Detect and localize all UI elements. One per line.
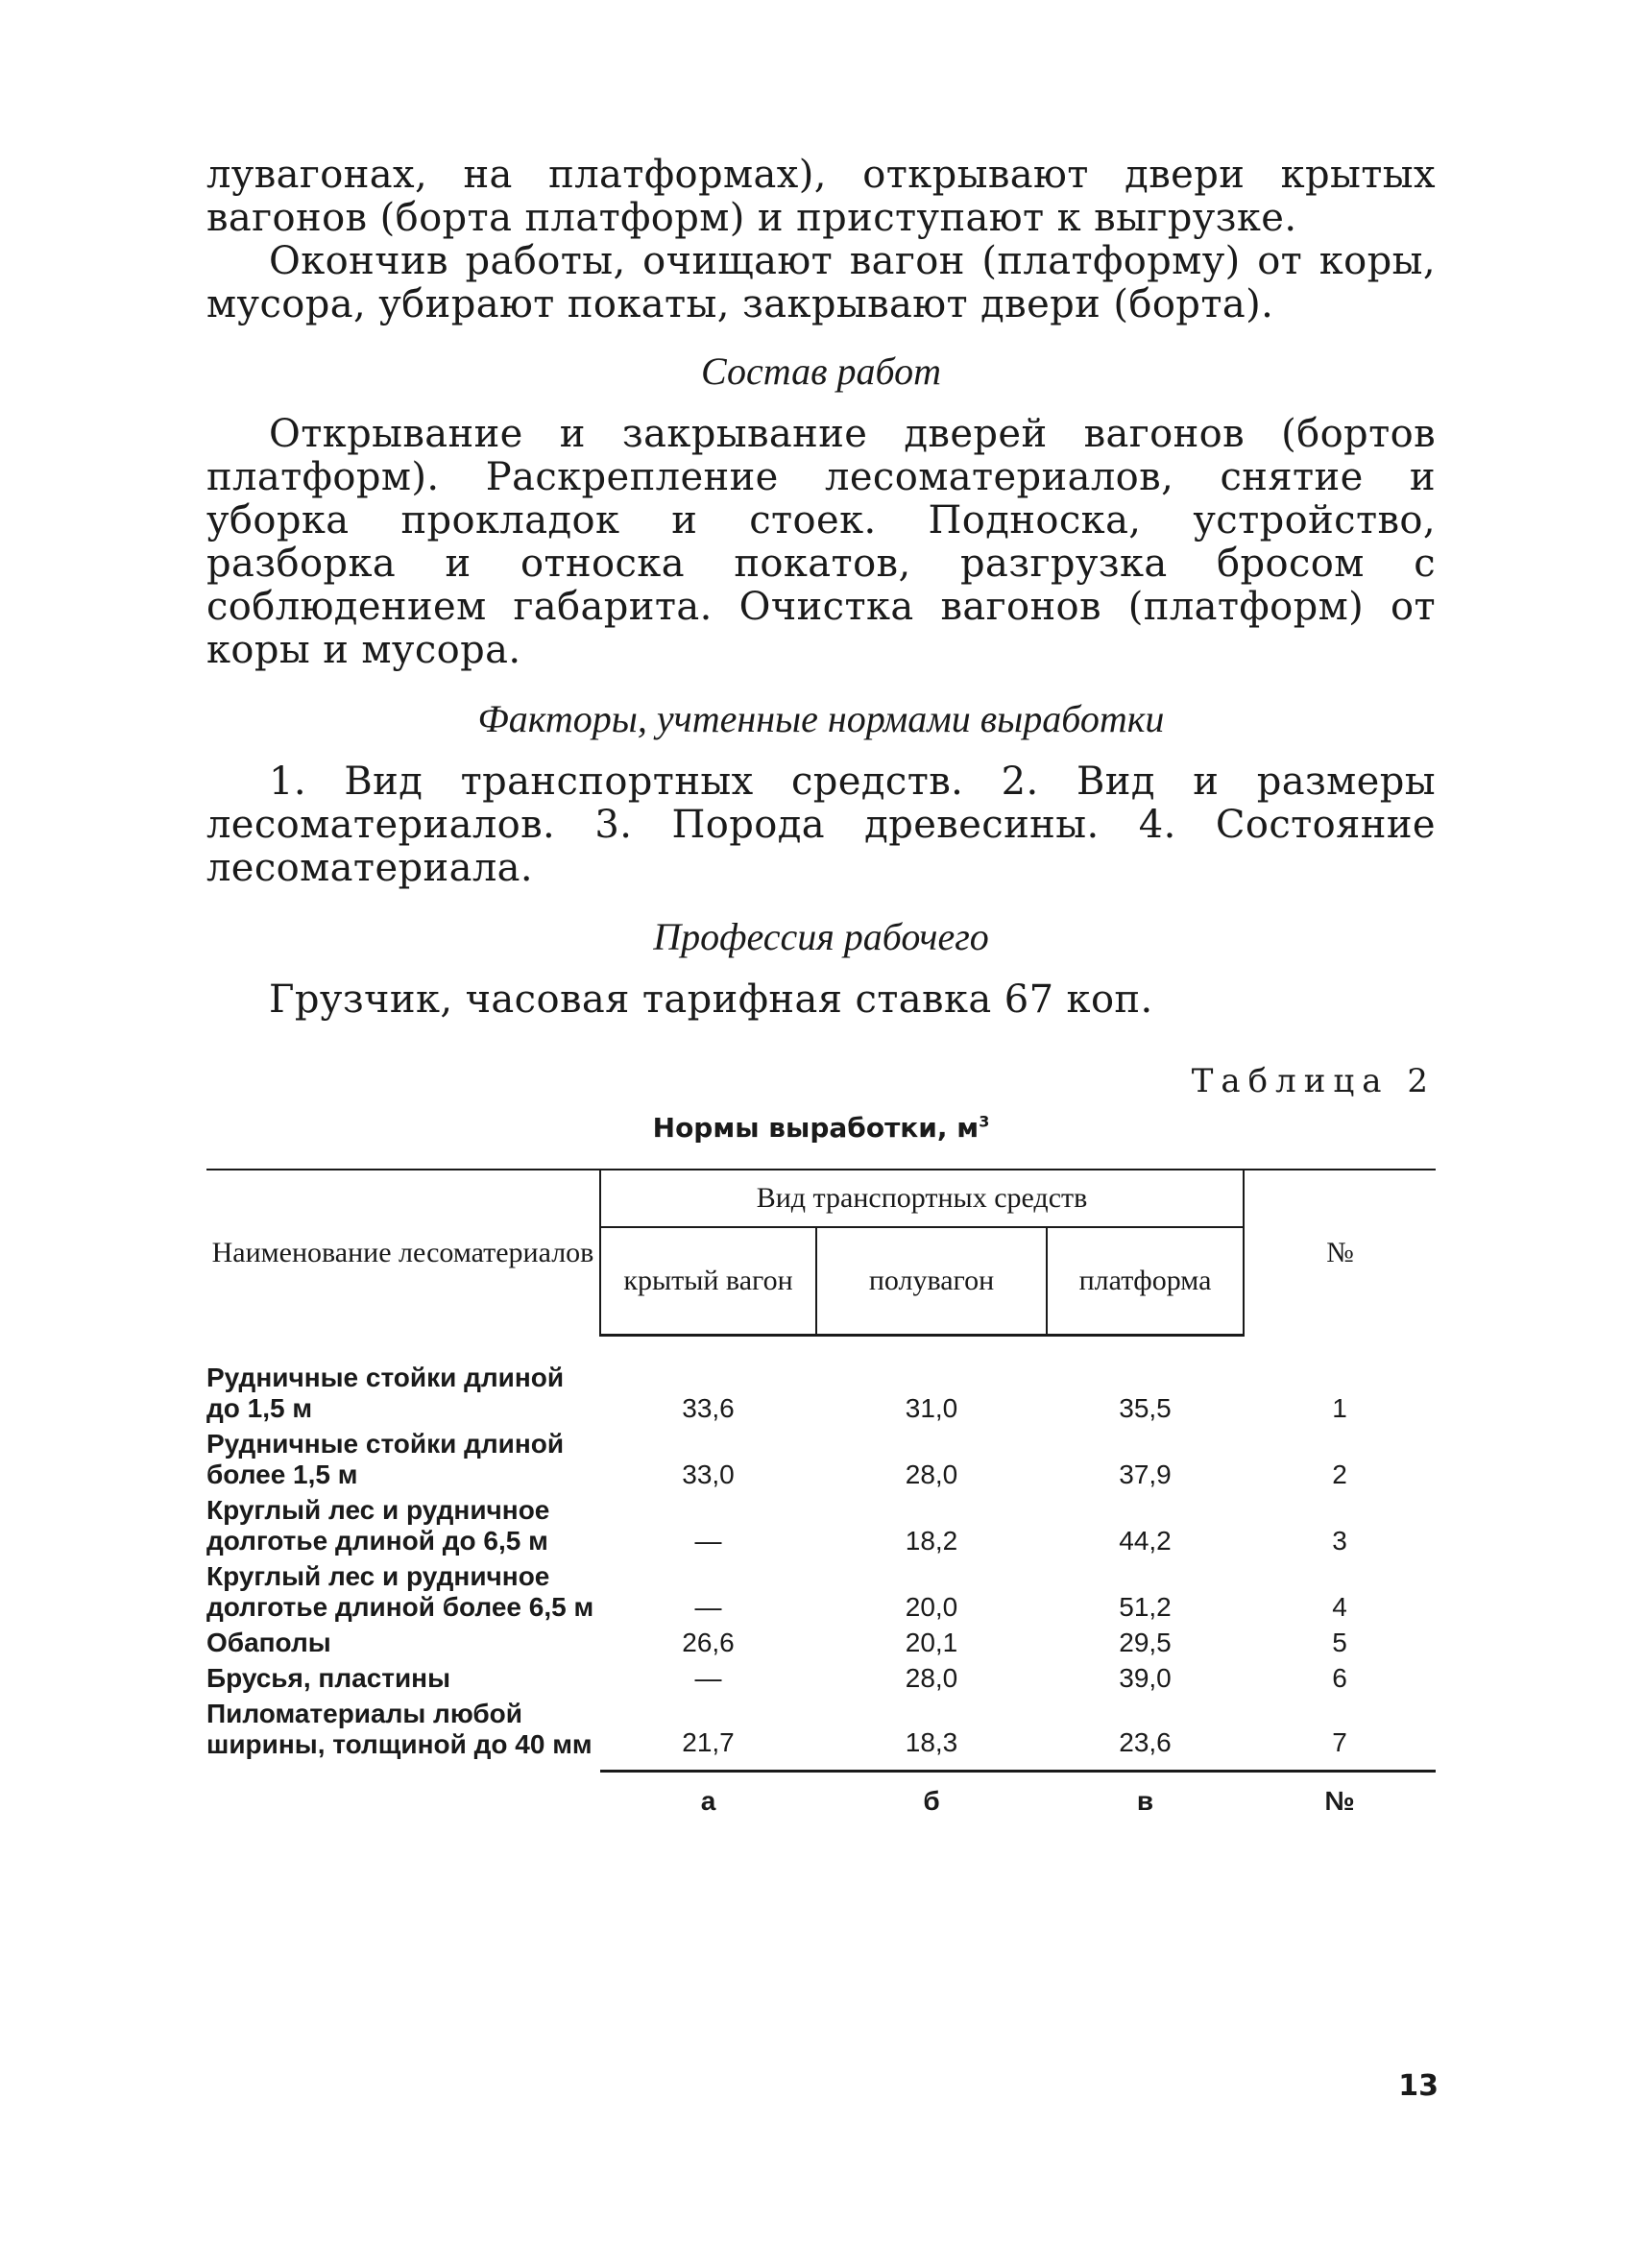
section-profession-title: Профессия рабочего	[653, 915, 989, 958]
row-number: 4	[1332, 1591, 1347, 1622]
table-row	[206, 1429, 1436, 1495]
table-header-row-1	[206, 1170, 1436, 1227]
row-number: 1	[1332, 1392, 1347, 1423]
row-value-a: 21,7	[682, 1727, 735, 1757]
header-name-column: Наименование лесоматериалов	[206, 1170, 600, 1336]
table-row	[206, 1663, 1436, 1699]
section-work-text: Открывание и закрывание дверей вагонов (бортов платформ). Раскрепление лесоматериалов, снятие и уборка прокладок и стоек. Подноска, устройство, разборка и относка покатов, разгрузка бросом с соблюдением габарита. Очистка вагонов (платформ) от коры и мусора.	[206, 412, 1436, 672]
header-col-covered-wagon: крытый вагон	[600, 1227, 816, 1336]
table-row	[206, 1561, 1436, 1628]
table-row	[206, 1628, 1436, 1663]
footer-label-b: б	[816, 1772, 1047, 1818]
row-number: 5	[1332, 1627, 1347, 1657]
row-value-a: 33,6	[682, 1392, 735, 1423]
header-col-gondola: полувагон	[816, 1227, 1047, 1336]
page-number: 13	[1398, 2069, 1439, 2103]
footer-label-a: а	[600, 1772, 816, 1818]
row-value-a: 26,6	[682, 1627, 735, 1657]
section-factors-title: Факторы, учтенные нормами выработки	[477, 697, 1165, 740]
row-value-b: 28,0	[905, 1459, 958, 1489]
row-name: Рудничные стойки длиной более 1,5 м	[206, 1428, 565, 1489]
row-name: Рудничные стойки длиной до 1,5 м	[206, 1362, 565, 1423]
row-name: Обаполы	[206, 1627, 331, 1657]
row-value-c: 37,9	[1119, 1459, 1172, 1489]
row-value-c: 39,0	[1119, 1662, 1172, 1693]
header-number-column: №	[1244, 1170, 1436, 1336]
row-name: Круглый лес и рудничное долготье длиной до 6,5 м	[206, 1494, 550, 1556]
section-work-title: Состав работ	[701, 350, 941, 393]
row-value-b: 31,0	[905, 1392, 958, 1423]
row-value-c: 35,5	[1119, 1392, 1172, 1423]
table-row	[206, 1336, 1436, 1429]
intro-paragraph-1: лувагонах, на платформах), открывают двери крытых вагонов (борта платформ) и приступают к выгрузке.	[206, 153, 1436, 240]
row-value-b: 18,2	[905, 1525, 958, 1556]
row-value-c: 51,2	[1119, 1591, 1172, 1622]
row-value-a: —	[694, 1662, 722, 1693]
footer-label-c: в	[1047, 1772, 1244, 1818]
norms-table-wrapper	[206, 1169, 1436, 1817]
row-number: 7	[1332, 1727, 1347, 1757]
page-content	[206, 154, 1436, 1817]
table-title-text: Нормы выработки, м	[652, 1112, 980, 1144]
table-footer-row	[206, 1772, 1436, 1818]
row-value-b: 20,0	[905, 1591, 958, 1622]
row-value-a: 33,0	[682, 1459, 735, 1489]
section-profession-text: Грузчик, часовая тарифная ставка 67 коп.	[269, 977, 1153, 1022]
row-value-a: —	[694, 1591, 722, 1622]
row-value-b: 18,3	[905, 1727, 958, 1757]
row-value-a: —	[694, 1525, 722, 1556]
row-name: Круглый лес и рудничное долготье длиной более 6,5 м	[206, 1560, 594, 1622]
table-row	[206, 1495, 1436, 1561]
row-number: 6	[1332, 1662, 1347, 1693]
footer-label-number: №	[1244, 1772, 1436, 1818]
footer-empty-cell	[206, 1772, 600, 1818]
row-value-c: 29,5	[1119, 1627, 1172, 1657]
header-transport-group: Вид транспортных средств	[600, 1170, 1244, 1227]
row-value-b: 28,0	[905, 1662, 958, 1693]
row-name: Брусья, пластины	[206, 1662, 451, 1693]
intro-paragraph-2: Окончив работы, очищают вагон (платформу) от коры, мусора, убирают покаты, закрывают двери (борта).	[206, 239, 1436, 326]
table-title	[206, 1112, 1436, 1144]
row-value-c: 23,6	[1119, 1727, 1172, 1757]
table-number: Таблица 2	[1191, 1062, 1436, 1100]
header-col-platform: платформа	[1047, 1227, 1244, 1336]
row-value-c: 44,2	[1119, 1525, 1172, 1556]
row-number: 3	[1332, 1525, 1347, 1556]
section-factors-text: 1. Вид транспортных средств. 2. Вид и размеры лесоматериалов. 3. Порода древесины. 4. Состояние лесоматериала.	[206, 760, 1436, 890]
table-title-superscript: 3	[979, 1112, 990, 1131]
row-name: Пиломатериалы любой ширины, толщиной до 40 мм	[206, 1698, 593, 1759]
norms-table	[206, 1169, 1436, 1817]
row-number: 2	[1332, 1459, 1347, 1489]
table-row	[206, 1699, 1436, 1772]
row-value-b: 20,1	[905, 1627, 958, 1657]
